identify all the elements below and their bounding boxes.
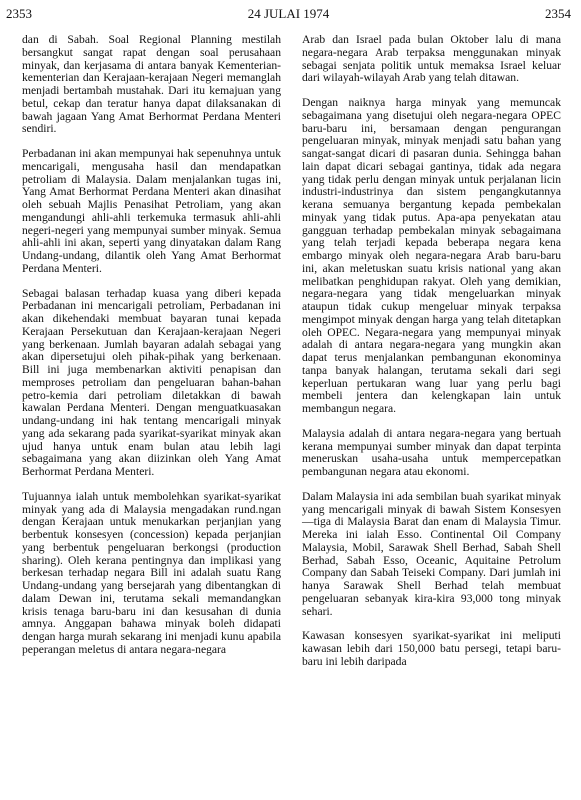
page-number-right: 2354 <box>545 6 571 21</box>
paragraph: Dengan naiknya harga minyak yang memuncak sebagaimana yang disetujui oleh negara-negara OPEC baru-baru ini, bersamaan dengan pengurangan pengeluaran minyak, minyak menjadi satu bahan yang sangat-sangat dicari di pasaran dunia. Sehingga bahan lain dapat dicari sebagai gantinya, tidak ada negara yang tidak perlu dengan minyak untuk perjalanan licin industri-industrinya dan sistem pengangkutannya kerana semuanya bergantung kepada pembekalan minyak yang tidak putus. Apa-apa penyekatan atau gangguan terhadap pembekalan minyak sebagaimana yang telah terjadi kepada beberapa negara kena embargo minyak oleh negara-negara Arab baru-baru ini, akan meletuskan suatu krisis national yang akan melibatkan penghidupan rakyat. Oleh yang demikian, negara-negara yang tidak mengeluarkan minyak ataupun tidak cukup mengeluar minyak terpaksa mengimpot minyak dengan harga yang telah ditetapkan oleh OPEC. Negara-negara yang mempunyai minyak adalah di antara negara-negara yang mungkin akan dapat terus menjalankan pembangunan ekonominya tanpa banyak halangan, terutama sekali dari segi keperluan pertukaran wang luar yang perlu bagi membeli jentera dan kelengkapan lain untuk membangun negara. <box>302 96 561 415</box>
left-column <box>22 34 281 657</box>
paragraph: Kawasan konsesyen syarikat-syarikat ini meliputi kawasan lebih dari 150,000 batu persegi, tetapi baru-baru ini lebih daripada <box>302 629 561 668</box>
page-header <box>6 6 571 24</box>
paragraph: dan di Sabah. Soal Regional Planning mestilah bersangkut sangat rapat dengan soal perusahaan minyak, dan kerjasama di antara banyak Kementerian-kementerian dan Kerajaan-kerajaan Negeri memanglah menjadi bertambah mustahak. Dari itu kemajuan yang betul, cekap dan teratur hanya dapat dilaksanakan di bawah jagaan Yang Amat Berhormat Perdana Menteri sendiri. <box>22 33 281 136</box>
paragraph: Dalam Malaysia ini ada sembilan buah syarikat minyak yang mencarigali minyak di bawah Sistem Konsesyen—tiga di Malaysia Barat dan enam di Malaysia Timur. Mereka ini ialah Esso. Continental Oil Company Malaysia, Mobil, Sarawak Shell Berhad, Sabah Shell Berhad, Sabah Esso, Oceanic, Aquitaine Petrolum Company dan Sabah Teiseki Company. Dari jumlah ini hanya Sarawak Shell Berhad telah membuat pengeluaran sebanyak kira-kira 93,000 tong minyak sehari. <box>302 489 561 618</box>
right-column <box>302 34 561 669</box>
paragraph: Perbadanan ini akan mempunyai hak sepenuhnya untuk mencarigali, mengusaha hasil dan mendapatkan petroliam di Malaysia. Dalam menjalankan tugas ini, Yang Amat Berhormat Perdana Menteri akan dinasihat oleh sebuah Majlis Penasihat Petroliam, yang akan mengandungi ahli-ahli terkemuka termasuk ahli-ahli negeri-negeri yang mempunyai sumber minyak. Semua ahli-ahli ini akan, seperti yang dinyatakan dalam Rang Undang-undang, dilantik oleh Yang Amat Berhormat Perdana Menteri. <box>22 147 281 275</box>
paragraph: Sebagai balasan terhadap kuasa yang diberi kepada Perbadanan ini mencarigali petroliam, Perbadanan ini akan dikehendaki membuat bayaran tunai kepada Kerajaan Persekutuan dan Kerajaan-kerajaan Negeri yang berkenaan. Jumlah bayaran adalah sebagai yang akan dipersetujui oleh pihak-pihak yang berkenaan. Bill ini juga membenarkan aktiviti penapisan dan memproses petroliam dan pengeluaran bahan-bahan petro-kemia dari petroliam diletakkan di bawah kawalan Perdana Menteri. Dengan menguatkuasakan undang-undang ini hak tentang mencarigali minyak yang ada sekarang pada syarikat-syarikat minyak akan ujud hanya untuk enam bulan atau lebih lagi sebagaimana yang akan diizinkan oleh Yang Amat Berhormat Perdana Menteri. <box>22 286 281 478</box>
page-number-left: 2353 <box>6 6 32 21</box>
header-date: 24 JULAI 1974 <box>247 6 330 21</box>
paragraph: Arab dan Israel pada bulan Oktober lalu di mana negara-negara Arab terpaksa menggunakan minyak sebagai senjata politik untuk memaksa Israel keluar dari wilayah-wilayah Arab yang telah ditawan. <box>302 33 561 85</box>
paragraph: Malaysia adalah di antara negara-negara yang bertuah kerana mempunyai sumber minyak dan dapat terpinta meneruskan usaha-usaha untuk mempercepatkan pembangunan negara atau ekonomi. <box>302 426 561 478</box>
paragraph: Tujuannya ialah untuk membolehkan syarikat-syarikat minyak yang ada di Malaysia mengadakan rund.ngan dengan Kerajaan untuk menukarkan perjanjian yang berbentuk konsesyen (concession) kepada perjanjian yang berbentuk pengeluaran berkongsi (production sharing). Oleh kerana pentingnya dan implikasi yang berkesan terhadap negara Bill ini adalah suatu Rang Undang-undang yang bersejarah yang dibentangkan di dalam Dewan ini, terutama sekali memandangkan krisis tenaga baru-baru ini dan kesusahan di dunia amnya. Anggapan bahawa minyak boleh didapati dengan harga murah sekarang ini menjadi kunu apabila peperangan meletus di antara negara-negara <box>22 489 281 656</box>
